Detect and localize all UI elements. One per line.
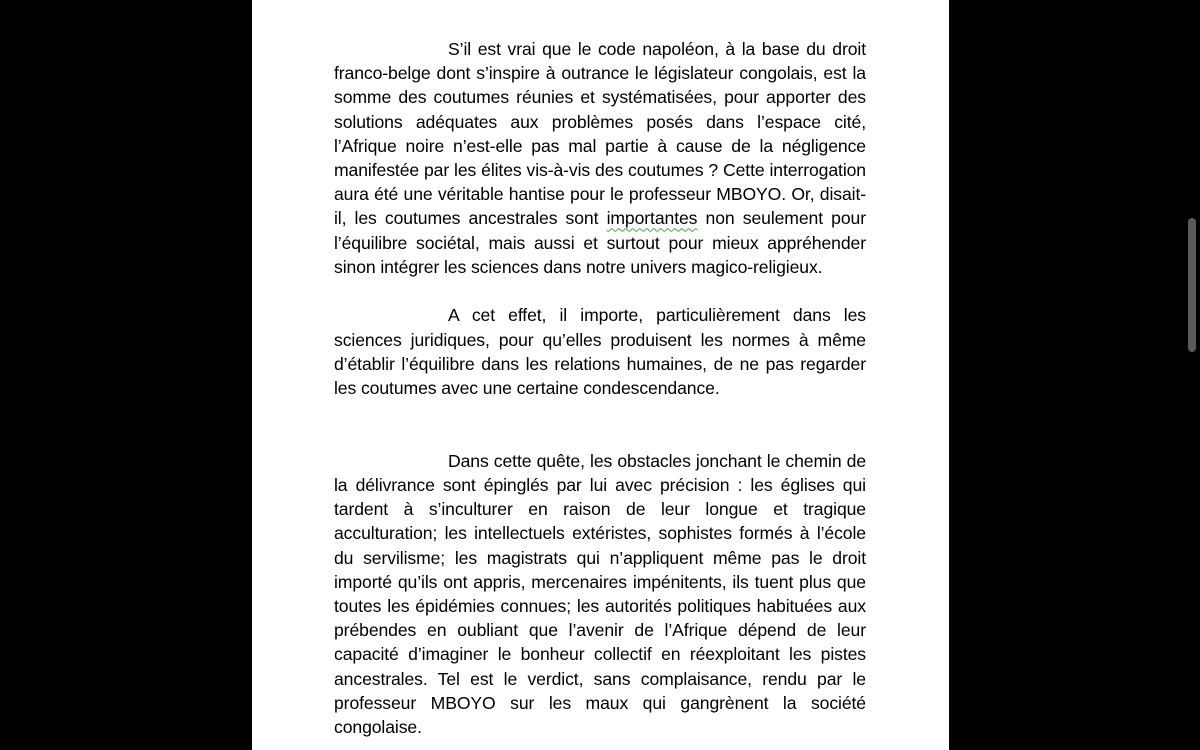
spellcheck-flagged-word[interactable]: importantes <box>606 208 698 229</box>
paragraph-3: Dans cette quête, les obstacles jonchant le chemin de la délivrance sont épinglés par lui avec précision : les églises qui tardent à s’inculturer en raison de leur longue et tragique acculturation; les intellectuels extéristes, sophistes formés à l’école du servilisme; les magistrats qui n’appliquent même pas le droit importé qu’ils ont appris, mercenaires impénitents, ils tuent plus que toutes les épidémies connues; les autorités politiques habituées aux prébendes en oubliant que l’avenir de l’Afrique dépend de leur capacité d’imaginer le bonheur collectif en réexploitant les pistes ancestrales. Tel est le verdict, sans complaisance, rendu par le professeur MBOYO sur les maux qui gangrènent la société congolaise. <box>334 450 866 737</box>
vertical-scrollbar[interactable] <box>1183 0 1200 750</box>
page-content <box>334 37 866 739</box>
scrollbar-thumb[interactable] <box>1188 218 1196 352</box>
paragraph-1-text-b: non seulement pour l’équilibre sociétal, mais aussi et surtout pour mieux appréhender sinon intégrer les sciences dans notre univers magico-religieux. <box>334 208 866 277</box>
paragraph-1 <box>334 37 866 279</box>
paragraph-1-text-a: S’il est vrai que le code napoléon, à la base du droit franco-belge dont s’inspire à outrance le législateur congolais, est la somme des coutumes réunies et systématisées, pour apporter des solutions adéquates aux problèmes posés dans l’espace cité, l’Afrique noire n’est-elle pas mal partie à cause de la négligence manifestée par les élites vis-à-vis des coutumes ? Cette interrogation aura été une véritable hantise pour le professeur MBOYO. Or, disait-il, les coutumes ancestrales sont <box>334 39 866 229</box>
document-page <box>252 0 949 750</box>
paragraph-2: A cet effet, il importe, particulièrement dans les sciences juridiques, pour qu’elles produisent les normes à même d’établir l’équilibre dans les relations humaines, de ne pas regarder les coutumes avec une certaine condescendance. <box>334 305 866 399</box>
